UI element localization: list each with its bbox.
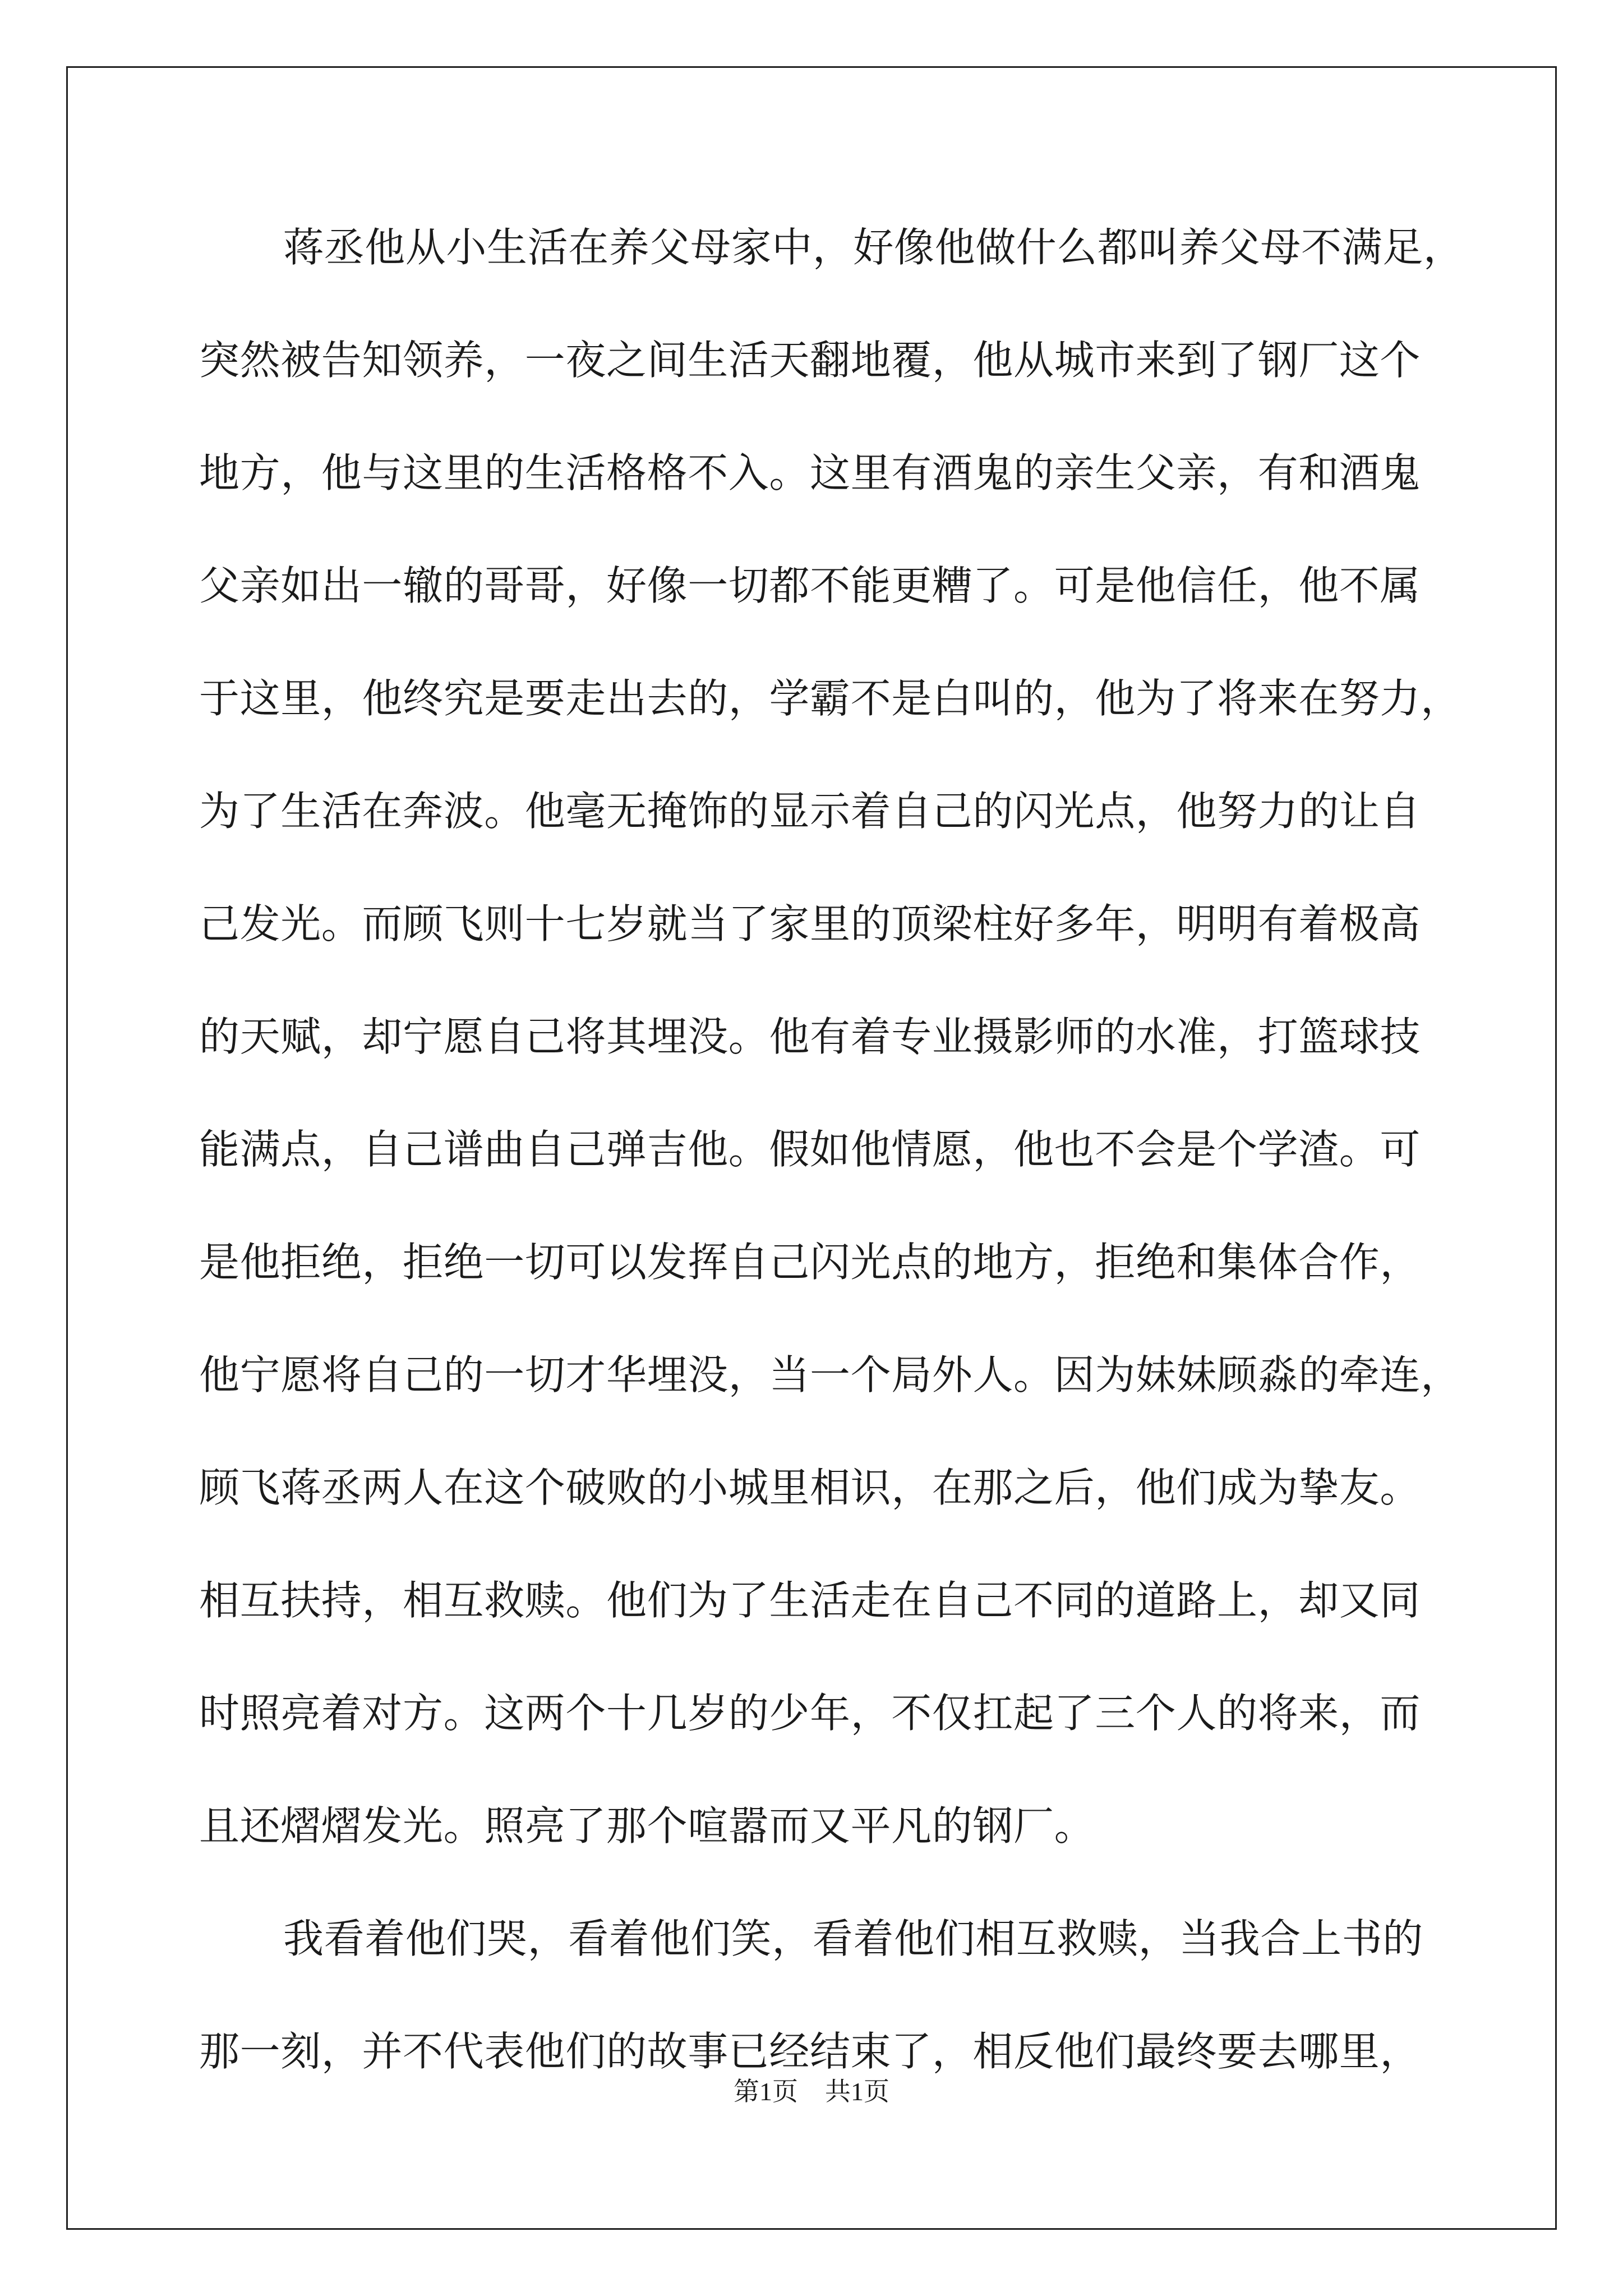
text-line: 能满点，自己谱曲自己弹吉他。假如他情愿，他也不会是个学渣。可 <box>199 1126 1421 1173</box>
text-line: 相互扶持，相互救赎。他们为了生活走在自己不同的道路上，却又同 <box>199 1577 1421 1624</box>
text-line: 突然被告知领养，一夜之间生活天翻地覆，他从城市来到了钢厂这个 <box>199 337 1421 384</box>
text-line: 地方，他与这里的生活格格不入。这里有酒鬼的亲生父亲，有和酒鬼 <box>199 449 1421 496</box>
text-line: 的天赋，却宁愿自己将其埋没。他有着专业摄影师的水准，打篮球技 <box>199 1013 1421 1060</box>
text-line: 父亲如出一辙的哥哥，好像一切都不能更糟了。可是他信任，他不属 <box>199 562 1421 609</box>
text-line: 时照亮着对方。这两个十几岁的少年，不仅扛起了三个人的将来，而 <box>199 1690 1421 1737</box>
text-line: 且还熠熠发光。照亮了那个喧嚣而又平凡的钢厂。 <box>199 1802 1095 1849</box>
text-line: 己发光。而顾飞则十七岁就当了家里的顶梁柱好多年，明明有着极高 <box>199 900 1421 947</box>
text-line: 他宁愿将自己的一切才华埋没，当一个局外人。因为妹妹顾淼的牵连， <box>199 1351 1461 1398</box>
text-line: 顾飞蒋丞两人在这个破败的小城里相识，在那之后，他们成为挚友。 <box>199 1464 1421 1511</box>
page-number-current: 第1页 <box>734 2077 798 2106</box>
text-line: 蒋丞他从小生活在养父母家中，好像他做什么都叫养父母不满足， <box>283 224 1464 271</box>
text-line: 那一刻，并不代表他们的故事已经结束了，相反他们最终要去哪里， <box>199 2028 1421 2075</box>
text-line: 为了生活在奔波。他毫无掩饰的显示着自己的闪光点，他努力的让自 <box>199 788 1421 835</box>
page-number-total: 共1页 <box>825 2077 889 2106</box>
text-line: 我看着他们哭，看着他们笑，看着他们相互救赎，当我合上书的 <box>283 1915 1423 1962</box>
page-footer <box>0 2071 1623 2108</box>
text-line: 是他拒绝，拒绝一切可以发挥自己闪光点的地方，拒绝和集体合作， <box>199 1239 1421 1286</box>
text-line: 于这里，他终究是要走出去的，学霸不是白叫的，他为了将来在努力， <box>199 675 1461 722</box>
